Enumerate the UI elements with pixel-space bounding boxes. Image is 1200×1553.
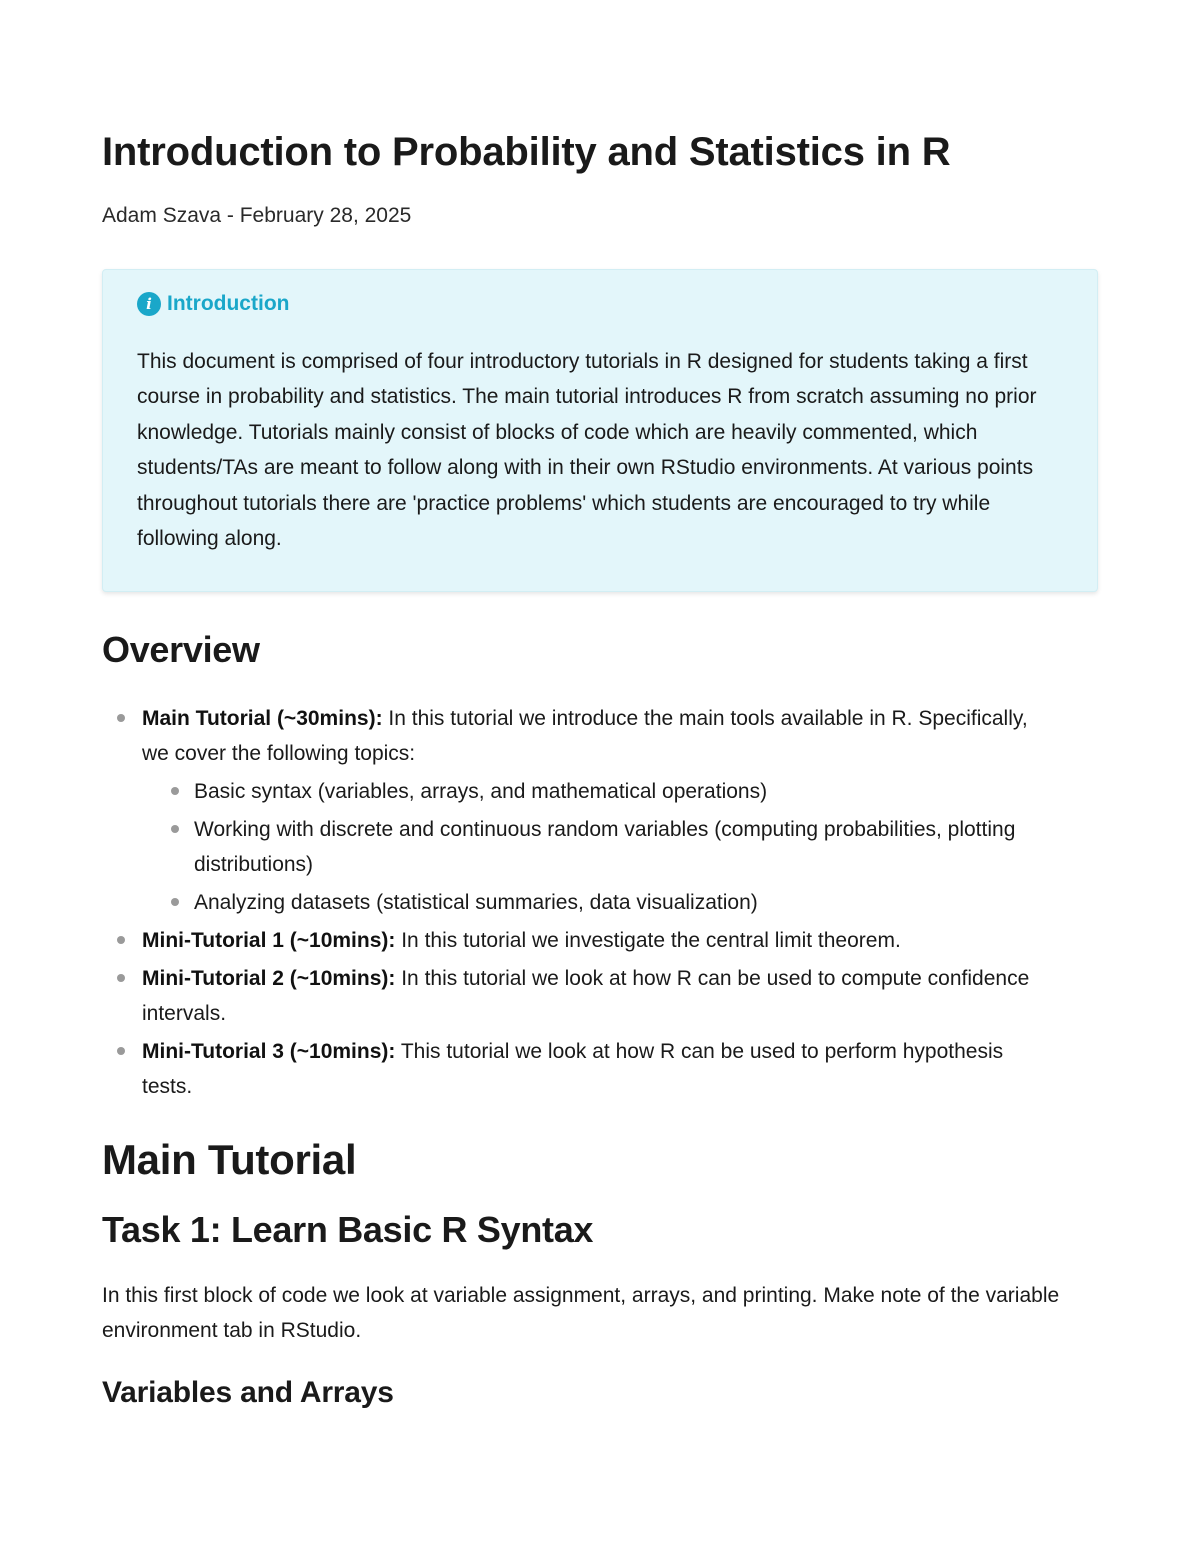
overview-heading: Overview bbox=[102, 629, 260, 670]
topic-item: Analyzing datasets (statistical summaries, data visualization) bbox=[142, 885, 1042, 920]
list-item-label: Main Tutorial (~30mins): bbox=[142, 707, 383, 730]
list-item-label: Mini-Tutorial 2 (~10mins): bbox=[142, 967, 396, 990]
list-item-mini-tutorial-2 bbox=[102, 961, 1042, 1031]
task-1-heading: Task 1: Learn Basic R Syntax bbox=[102, 1209, 594, 1250]
list-item-mini-tutorial-3 bbox=[102, 1034, 1042, 1104]
list-item-text: This tutorial we look at how R can be used to perform hypothesis tests. bbox=[142, 1040, 1004, 1098]
overview-list bbox=[102, 701, 1042, 1107]
topic-item: Basic syntax (variables, arrays, and mathematical operations) bbox=[142, 774, 1042, 809]
main-tutorial-topics bbox=[142, 774, 1042, 920]
author-date-line: Adam Szava - February 28, 2025 bbox=[102, 204, 412, 227]
list-item-text: In this tutorial we look at how R can be used to compute confidence intervals. bbox=[142, 967, 1030, 1025]
variables-arrays-heading: Variables and Arrays bbox=[102, 1376, 394, 1409]
list-item-label: Mini-Tutorial 3 (~10mins): bbox=[142, 1040, 396, 1063]
document-title: Introduction to Probability and Statistics in R bbox=[102, 130, 951, 174]
callout-body: This document is comprised of four introductory tutorials in R designed for students taking a first course in probability and statistics. The main tutorial introduces R from scratch assuming no prior knowledge. Tutorials mainly consist of blocks of code which are heavily commented, which students/TAs are meant to follow along with in their own RStudio environments. At various points throughout tutorials there are 'practice problems' which students are encouraged to try while following along. bbox=[137, 350, 1037, 551]
info-icon: i bbox=[137, 292, 161, 316]
callout-title: Introduction bbox=[167, 292, 290, 315]
list-item-text: In this tutorial we introduce the main tools available in R. Specifically, we cover the following topics: bbox=[142, 707, 1028, 765]
list-item-text: In this tutorial we investigate the central limit theorem. bbox=[395, 929, 901, 952]
list-item-main-tutorial bbox=[102, 701, 1042, 920]
list-item-label: Mini-Tutorial 1 (~10mins): bbox=[142, 929, 396, 952]
callout-header bbox=[137, 290, 1071, 318]
list-item-mini-tutorial-1 bbox=[102, 923, 1042, 958]
topic-item: Working with discrete and continuous random variables (computing probabilities, plotting distributions) bbox=[142, 812, 1042, 882]
main-tutorial-heading: Main Tutorial bbox=[102, 1136, 357, 1183]
introduction-callout bbox=[102, 269, 1098, 592]
task-1-description: In this first block of code we look at variable assignment, arrays, and printing. Make note of the variable environment tab in RStudio. bbox=[102, 1284, 1060, 1343]
